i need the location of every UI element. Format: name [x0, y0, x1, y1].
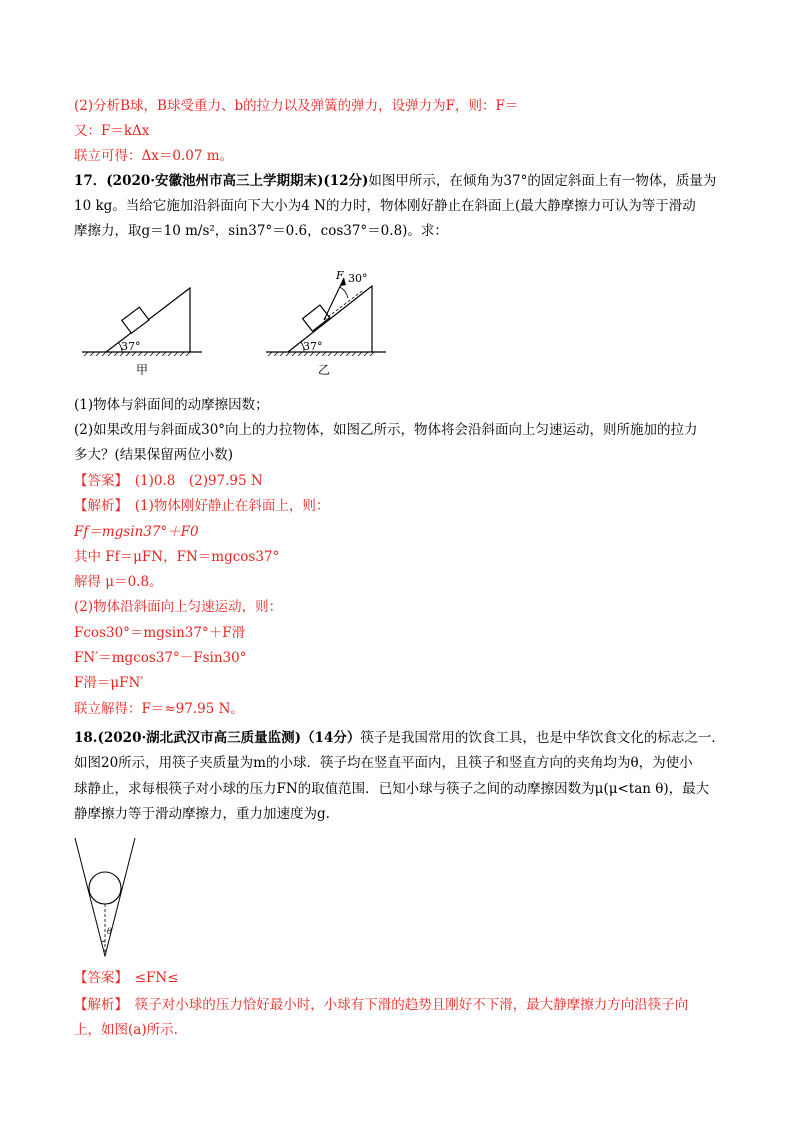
q17-figure-jia-label: 甲: [136, 363, 149, 377]
q17-figure-yi-force-angle: 30°: [348, 272, 368, 285]
q18-figure-theta: θ: [107, 927, 112, 936]
q18-answer-tag: 【答案】: [74, 970, 122, 986]
q17-stem-text: 如图甲所示，在倾角为37°的固定斜面上有一物体，质量为: [368, 173, 717, 189]
q17-figure-jia-angle: 37°: [121, 340, 141, 353]
q18-stem-line-3: 球静止，求每根筷子对小球的压力FN的取值范围．已知小球与筷子之间的动摩擦因数为μ(μ<tan θ)，最大: [74, 781, 710, 797]
q18-explanation-text: 筷子对小球的压力恰好最小时，小球有下滑的趋势且刚好不下滑，最大静摩擦力方向沿筷子向: [134, 997, 689, 1013]
q17-answer-tag: 【答案】: [74, 473, 122, 489]
q17-eq-7: F滑＝μFN′: [74, 675, 144, 691]
q17-answer-text: (1)0.8 (2)97.95 N: [134, 473, 263, 489]
prev-solution-line-1: (2)分析B球，B球受重力、b的拉力以及弹簧的弹力，设弹力为F，则：F＝: [74, 98, 519, 114]
q18-figure-chopsticks: [72, 836, 142, 964]
q17-eq-8: 联立解得：F＝≈97.95 N。: [74, 701, 244, 717]
q17-number: 17．: [74, 173, 107, 189]
prev-solution-line-2: 又：F＝kΔx: [74, 123, 150, 139]
q18-explanation-line-2: 上，如图(a)所示.: [74, 1022, 178, 1038]
q17-eq-2: 其中 Ff＝μFN，FN＝mgcos37°: [74, 549, 280, 565]
q18-stem-text: 筷子是我国常用的饮食工具，也是中华饮食文化的标志之一．: [360, 730, 725, 746]
q17-figure-yi-force: F: [336, 269, 344, 282]
q18-number: 18.: [74, 730, 98, 746]
q17-explanation-tag: 【解析】: [74, 498, 122, 514]
q18-stem-line-1: [74, 728, 725, 748]
q17-eq-4: (2)物体沿斜面向上匀速运动，则：: [74, 599, 283, 615]
q17-eq-6: FN′＝mgcos37°－Fsin30°: [74, 650, 247, 666]
q17-figure-yi-label: 乙: [318, 363, 331, 377]
q18-source: (2020·湖北武汉市高三质量监测)（14分）: [97, 730, 361, 746]
q17-eq-5: Fcos30°＝mgsin37°＋F滑: [74, 625, 246, 641]
q17-stem-line-1: [74, 171, 716, 191]
q17-stem-line-2: 10 kg。当给它施加沿斜面向下大小为4 N的力时，物体刚好静止在斜面上(最大静摩擦力可认为等于滑动: [74, 198, 696, 214]
q17-source: (2020·安徽池州市高三上学期期末)(12分): [106, 173, 369, 189]
q18-explanation-line-1: [74, 995, 688, 1015]
q18-answer-text: ≤FN≤: [134, 970, 179, 986]
q17-eq-3: 解得 μ＝0.8。: [74, 574, 163, 590]
q18-stem-line-2: 如图20所示，用筷子夹质量为m的小球．筷子均在竖直平面内，且筷子和竖直方向的夹角均为θ，为使小: [74, 755, 693, 771]
q17-explanation-intro: [74, 496, 329, 516]
q18-explanation-tag: 【解析】: [74, 997, 122, 1013]
q17-stem-line-3: 摩擦力，取g＝10 m/s²，sin37°＝0.6，cos37°＝0.8)。求：: [74, 223, 448, 239]
q17-explanation-text: (1)物体刚好静止在斜面上，则：: [134, 498, 330, 514]
q17-eq-1: Ff＝mgsin37°＋F0: [74, 524, 199, 540]
q17-figure-jia: [78, 280, 208, 380]
q17-answer: [74, 471, 263, 491]
q17-part-2-line-1: (2)如果改用与斜面成30°向上的力拉物体，如图乙所示，物体将会沿斜面向上匀速运动，则所施加的拉力: [74, 422, 698, 438]
q18-answer: [74, 968, 179, 988]
q17-part-1: (1)物体与斜面间的动摩擦因数；: [74, 397, 269, 413]
prev-solution-line-3: 联立可得：Δx＝0.07 m。: [74, 148, 234, 164]
q17-figure-yi: [262, 262, 392, 380]
q17-part-2-line-2: 多大？(结果保留两位小数): [74, 447, 234, 463]
q18-stem-line-4: 静摩擦力等于滑动摩擦力，重力加速度为g.: [74, 806, 330, 822]
q17-figure-yi-angle: 37°: [303, 340, 323, 353]
